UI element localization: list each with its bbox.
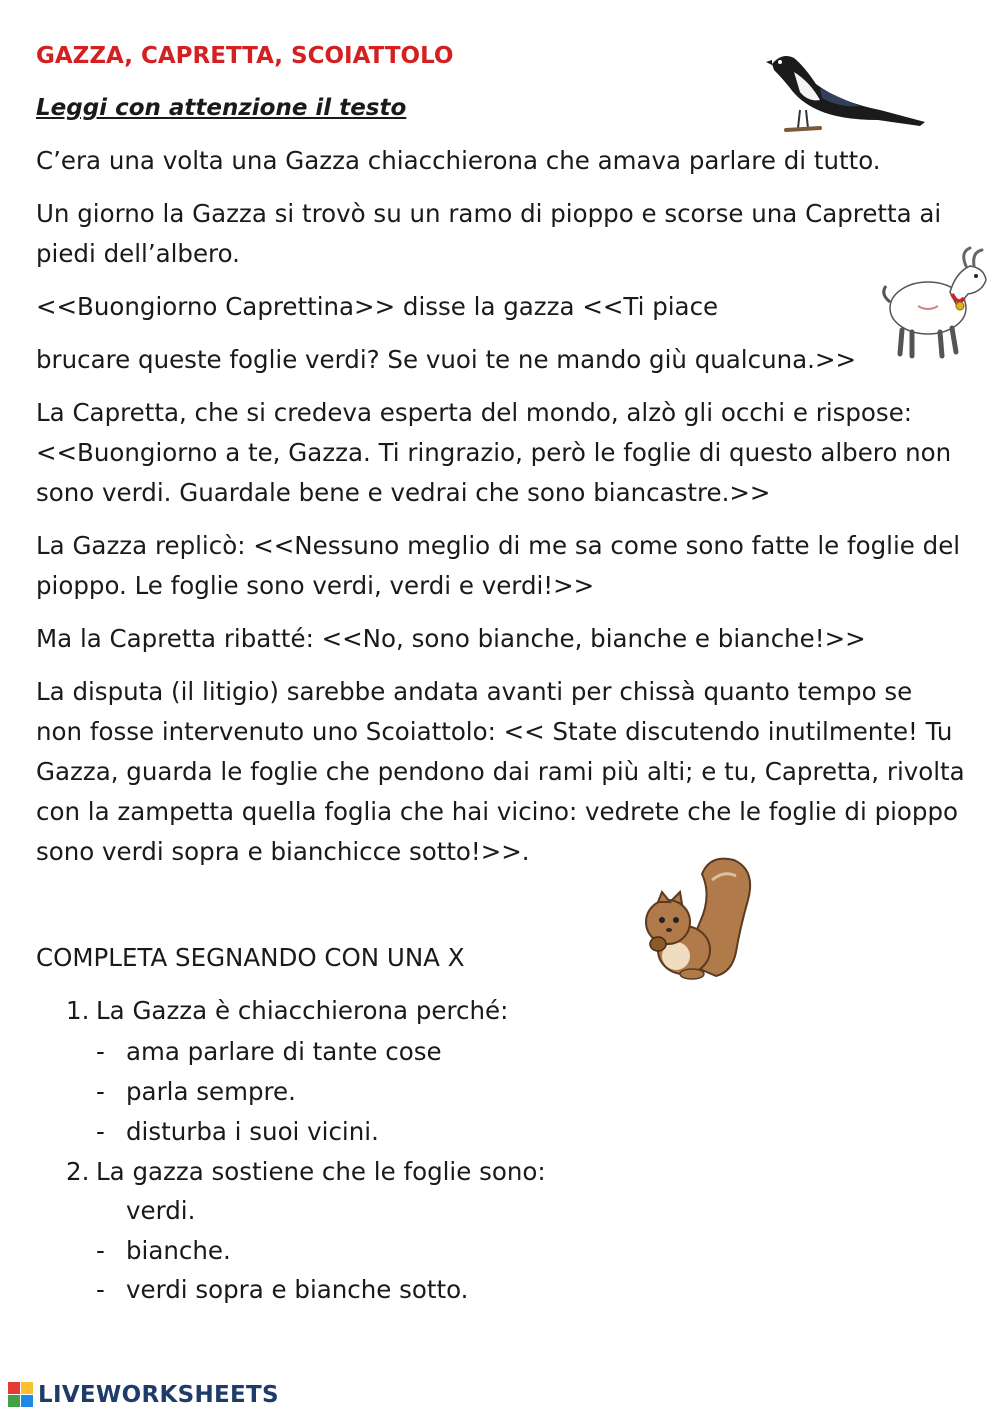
answer-option[interactable]: verdi sopra e bianche sotto. (126, 1275, 469, 1304)
answer-option[interactable]: bianche. (126, 1236, 231, 1265)
question-number: 1. (66, 996, 90, 1025)
story-paragraph: brucare queste foglie verdi? Se vuoi te ne mando giù qualcuna.>> (36, 345, 856, 374)
option-dash: - (96, 1236, 105, 1265)
option-dash: - (96, 1077, 105, 1106)
option-dash: - (96, 1037, 105, 1066)
question-text: La gazza sostiene che le foglie sono: (96, 1157, 546, 1186)
answer-option[interactable]: verdi. (126, 1196, 196, 1225)
story-paragraph: <<Buongiorno Caprettina>> disse la gazza <<Ti piace (36, 292, 719, 321)
story-paragraph: C’era una volta una Gazza chiacchierona che amava parlare di tutto. (36, 146, 881, 175)
goat-icon (878, 246, 993, 364)
story-paragraph: La Gazza replicò: <<Nessuno meglio di me sa come sono fatte le foglie del pioppo. Le foglie sono verdi, verdi e verdi!>> (36, 531, 961, 600)
magpie-icon (760, 48, 930, 140)
page-subtitle: Leggi con attenzione il testo (36, 95, 407, 121)
story-paragraph: La Capretta, che si credeva esperta del mondo, alzò gli occhi e rispose: <<Buongiorno a te, Gazza. Ti ringrazio, però le foglie di questo albero non sono verdi. Guardale bene e vedrai che sono biancastre.>> (36, 398, 952, 507)
story-paragraph: Un giorno la Gazza si trovò su un ramo di pioppo e scorse una Capretta ai piedi dell’albero. (36, 199, 942, 268)
question-number: 2. (66, 1157, 90, 1186)
liveworksheets-logo-icon (8, 1382, 34, 1408)
option-dash: - (96, 1275, 105, 1304)
answer-option[interactable]: disturba i suoi vicini. (126, 1117, 379, 1146)
answer-option[interactable]: ama parlare di tante cose (126, 1037, 442, 1066)
option-dash: - (96, 1117, 105, 1146)
question-text: La Gazza è chiacchierona perché: (96, 996, 509, 1025)
footer-logo-text: LIVEWORKSHEETS (38, 1382, 279, 1408)
footer-logo[interactable] (8, 1378, 279, 1412)
squirrel-icon (636, 852, 762, 984)
story-paragraph: La disputa (il litigio) sarebbe andata avanti per chissà quanto tempo se non fosse intervenuto uno Scoiattolo: << State discutendo inutilmente! Tu Gazza, guarda le foglie che pendono dai rami più alti; e tu, Capretta, rivolta con la zampetta quella foglia che hai vicino: vedrete che le foglie di pioppo sono verdi sopra e bianchicce sotto!>>. (36, 677, 965, 866)
exercise-instruction: COMPLETA SEGNANDO CON UNA X (36, 943, 465, 972)
story-paragraph: Ma la Capretta ribatté: <<No, sono bianche, bianche e bianche!>> (36, 624, 866, 653)
answer-option[interactable]: parla sempre. (126, 1077, 296, 1106)
page-title: GAZZA, CAPRETTA, SCOIATTOLO (36, 43, 454, 69)
